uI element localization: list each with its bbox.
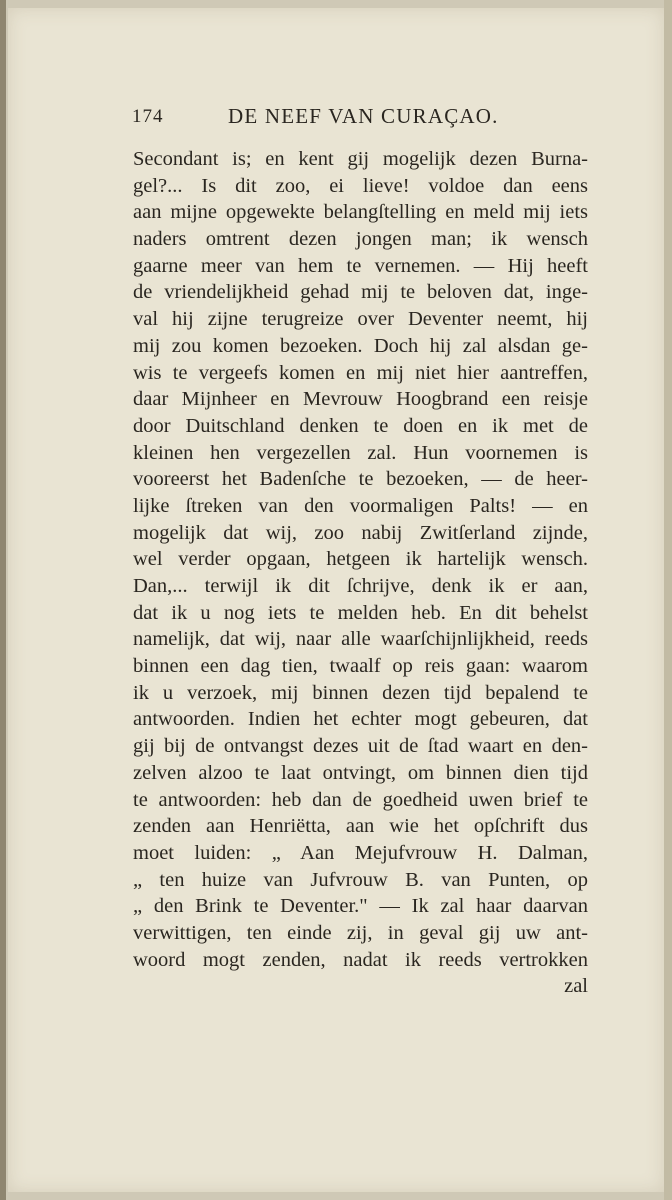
text-line: kleinen hen vergezellen zal. Hun voornemen is [133,441,588,464]
text-line: mij zou komen bezoeken. Doch hij zal alsdan ge- [133,334,588,357]
text-line: „ ten huize van Jufvrouw B. van Punten, op [133,868,588,891]
page-header [132,100,592,134]
body-text [133,146,588,1000]
text-line: verwittigen, ten einde zij, in geval gij uw ant- [133,921,588,944]
running-title: DE NEEF VAN CURAÇAO. [228,104,499,128]
text-line: vooreerst het Badenſche te bezoeken, — de heer- [133,468,588,491]
text-line: zelven alzoo te laat ontvingt, om binnen dien tijd [133,761,588,784]
text-line: naders omtrent dezen jongen man; ik wensch [133,228,588,251]
text-line: Secondant is; en kent gij mogelijk dezen Burna- [133,148,588,170]
text-line: gij bij de ontvangst dezes uit de ſtad waart en den- [133,735,588,758]
text-line: ik u verzoek, mij binnen dezen tijd bepalend te [133,681,588,704]
text-line: val hij zijne terugreize over Deventer neemt, hij [133,308,588,331]
text-line: Dan,... terwijl ik dit ſchrijve, denk ik er aan, [133,575,588,597]
text-line: „ den Brink te Deventer." — Ik zal haar daarvan [133,895,588,918]
text-line: dat ik u nog iets te melden heb. En dit behelst [133,601,588,624]
page-right-edge [664,0,672,1200]
text-line: te antwoorden: heb dan de goedheid uwen brief te [133,788,588,811]
text-line: gaarne meer van hem te vernemen. — Hij heeft [133,254,588,277]
text-line: gel?... Is dit zoo, ei lieve! voldoe dan eens [133,174,588,197]
text-line: mogelijk dat wij, zoo nabij Zwitſerland zijnde, [133,521,588,544]
text-line: moet luiden: „ Aan Mejufvrouw H. Dalman, [133,841,588,864]
text-line: zenden aan Henriëtta, aan wie het opſchrift dus [133,815,588,838]
catchword: zal [564,975,588,998]
text-line: woord mogt zenden, nadat ik reeds vertrokken [133,948,588,971]
text-line: binnen een dag tien, twaalf op reis gaan: waarom [133,655,588,678]
text-line: de vriendelijkheid gehad mij te beloven dat, inge- [133,281,588,304]
text-line: lijke ſtreken van den voormaligen Palts! — en [133,494,588,517]
book-gutter-edge [0,0,6,1200]
text-line: door Duitschland denken te doen en ik met de [133,414,588,437]
page-number: 174 [132,106,164,127]
text-line: antwoorden. Indien het echter mogt gebeuren, dat [133,708,588,731]
text-line: wel verder opgaan, hetgeen ik hartelijk wensch. [133,548,588,571]
text-line: namelijk, dat wij, naar alle waarſchijnlijkheid, reeds [133,628,588,651]
text-line: daar Mijnheer en Mevrouw Hoogbrand een reisje [133,388,588,411]
text-line: aan mijne opgewekte belangſtelling en meld mij iets [133,201,588,224]
text-line: wis te vergeefs komen en mij niet hier aantreffen, [133,361,588,384]
